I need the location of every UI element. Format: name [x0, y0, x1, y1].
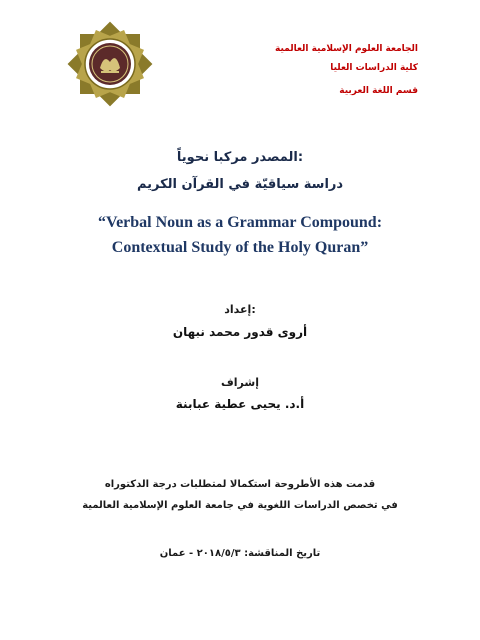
- arabic-title-line1: المصدر مركبا نحوياً:: [176, 150, 304, 165]
- author-name: أروى قدور محمد نبهان: [172, 325, 308, 339]
- supervision-label: إشراف: [221, 376, 259, 389]
- english-title-line1: “Verbal Noun as a Grammar Compound:: [97, 214, 383, 231]
- university-seal-icon: [64, 18, 156, 110]
- department-name: قسم اللغة العربية: [339, 86, 418, 96]
- english-title-line2: Contextual Study of the Holy Quran”: [111, 239, 369, 256]
- supervisor-name: أ.د. يحيى عطية عبابنة: [175, 397, 305, 411]
- college-name: كلية الدراسات العليا: [330, 63, 418, 73]
- thesis-statement-line1: قدمت هذه الأطروحة استكمالا لمتطلبات درجة الدكتوراه: [104, 479, 376, 490]
- arabic-title-line2: دراسة سياقيّة في القرآن الكريم: [136, 177, 344, 192]
- prepared-by-label: إعداد:: [224, 303, 256, 316]
- discussion-date: تاريخ المناقشة: ٢٠١٨/٥/٣ - عمان: [159, 548, 321, 559]
- university-name: الجامعة العلوم الإسلامية العالمية: [275, 44, 418, 54]
- thesis-statement-line2: في تخصص الدراسات اللغوية في جامعة العلوم الإسلامية العالمية: [82, 500, 398, 511]
